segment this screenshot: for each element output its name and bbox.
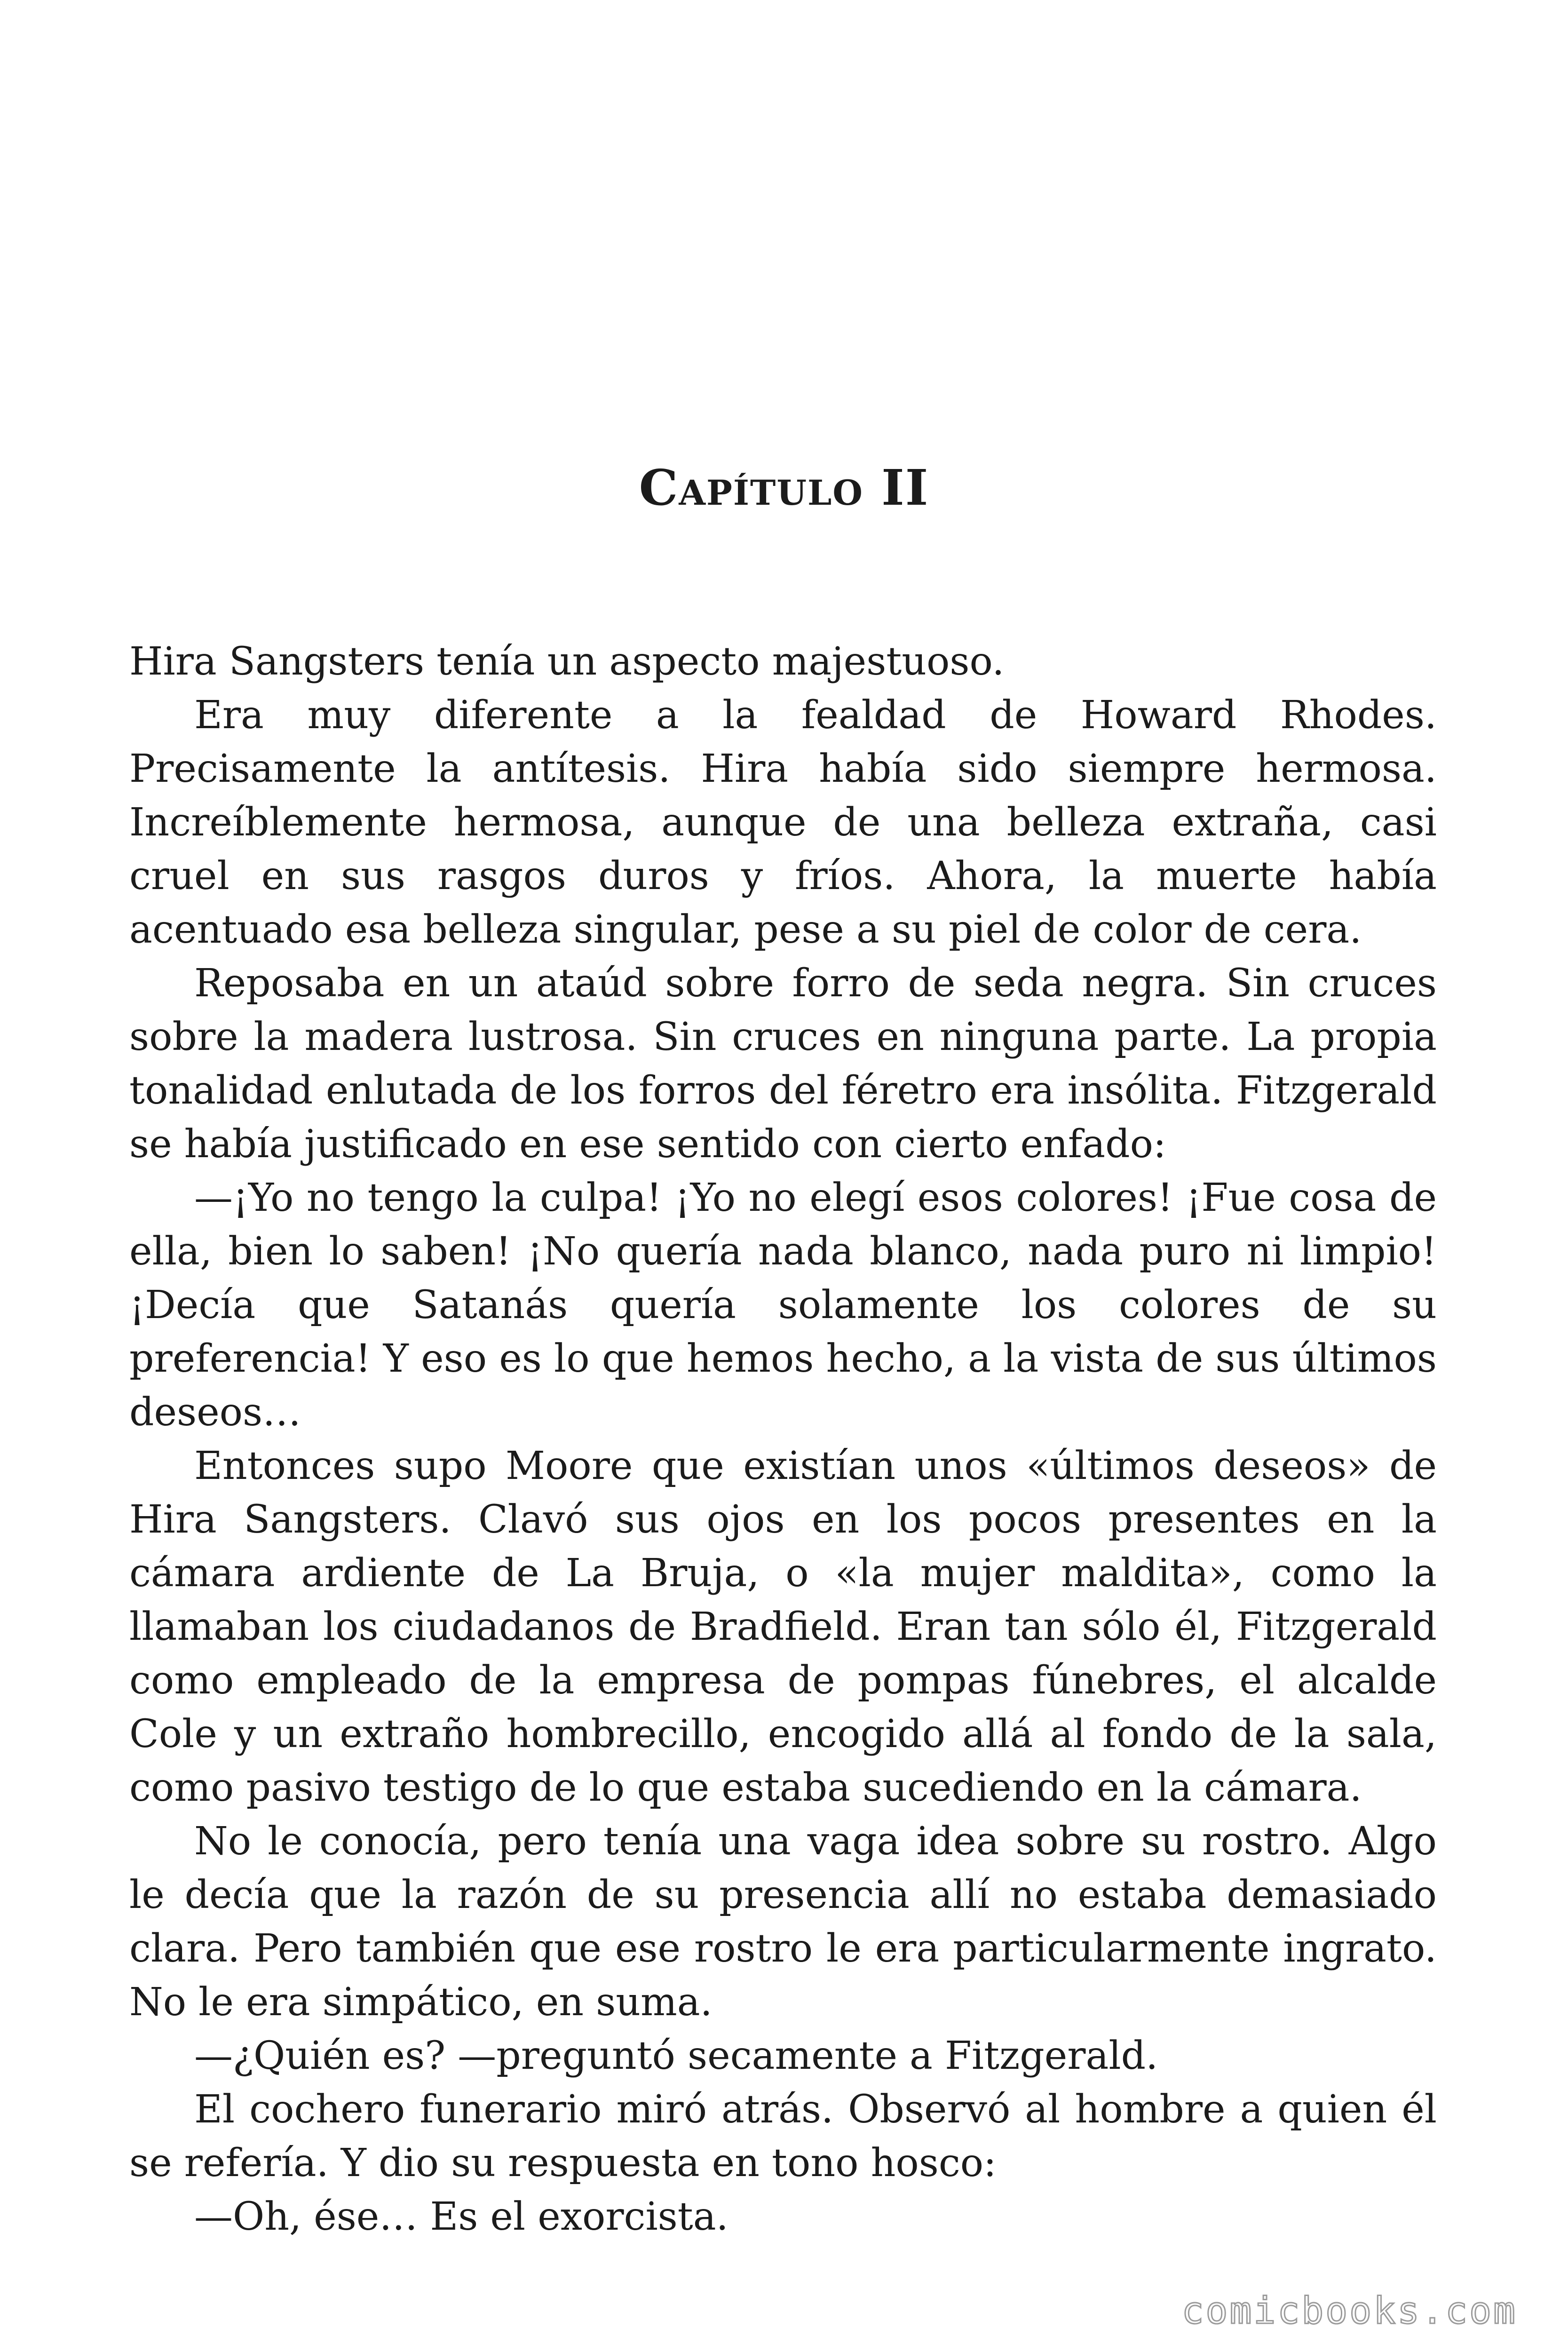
paragraph: No le conocía, pero tenía una vaga idea sobre su rostro. Algo le decía que la razón de su presencia allí no estaba demasiado clara. Pero también que ese rostro le era particularmente ingrato. No le era simpático, en suma. bbox=[129, 1819, 1437, 2025]
chapter-title bbox=[0, 459, 1568, 517]
paragraph: El cochero funerario miró atrás. Observó al hombre a quien él se refería. Y dio su respuesta en tono hosco: bbox=[129, 2087, 1437, 2185]
paragraph: Reposaba en un ataúd sobre forro de seda negra. Sin cruces sobre la madera lustrosa. Sin cruces en ninguna parte. La propia tonalidad enlutada de los forros del féretro era insólita. Fitzgerald se había justificado en ese sentido con cierto enfado: bbox=[129, 961, 1437, 1167]
paragraph: Entonces supo Moore que existían unos «últimos deseos» de Hira Sangsters. Clavó sus ojos en los pocos presentes en la cámara ardiente de La Bruja, o «la mujer maldita», como la llamaban los ciudadanos de Bradfield. Eran tan sólo él, Fitzgerald como empleado de la empresa de pompas fúnebres, el alcalde Cole y un extraño hombrecillo, encogido allá al fondo de la sala, como pasivo testigo de lo que estaba sucediendo en la cámara. bbox=[129, 1444, 1437, 1810]
chapter-title-text: Capítulo II bbox=[639, 459, 929, 516]
chapter-body bbox=[129, 635, 1437, 2244]
paragraph: Hira Sangsters tenía un aspecto majestuoso. bbox=[129, 639, 1005, 684]
paragraph: Era muy diferente a la fealdad de Howard Rhodes. Precisamente la antítesis. Hira había sido siempre hermosa. Increíblemente hermosa, aunque de una belleza extraña, casi cruel en sus rasgos duros y fríos. Ahora, la muerte había acentuado esa belleza singular, pese a su piel de color de cera. bbox=[129, 693, 1437, 952]
dialogue-paragraph: —Oh, ése… Es el exorcista. bbox=[194, 2194, 729, 2239]
dialogue-paragraph: —¡Yo no tengo la culpa! ¡Yo no elegí esos colores! ¡Fue cosa de ella, bien lo saben! ¡No quería nada blanco, nada puro ni limpio! ¡Decía que Satanás quería solamente los colores de su preferencia! Y eso es lo que hemos hecho, a la vista de sus últimos deseos… bbox=[129, 1176, 1437, 1435]
watermark: comicbooks.com bbox=[1181, 2290, 1517, 2332]
dialogue-paragraph: —¿Quién es? —preguntó secamente a Fitzgerald. bbox=[194, 2034, 1158, 2078]
